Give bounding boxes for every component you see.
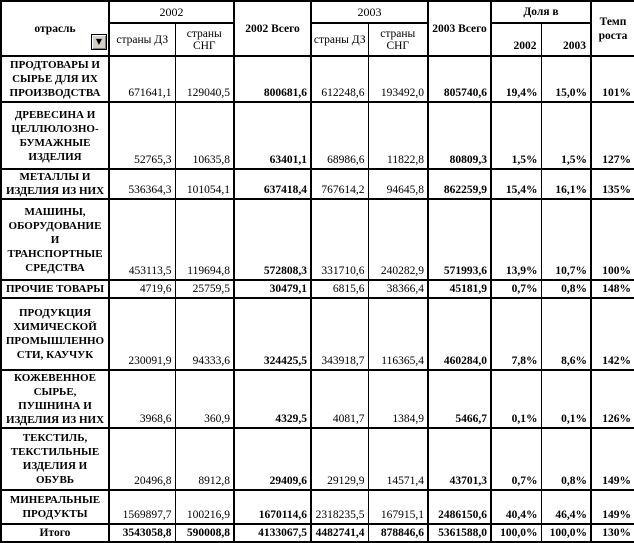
cell-dz-2002: 52765,3 <box>109 102 175 169</box>
table-row-machinery <box>1 199 634 280</box>
cell-dz-2003: 4081,7 <box>311 370 368 428</box>
cell-dz-2003: 2318235,5 <box>311 490 368 524</box>
cell-sng-2003: 167915,1 <box>368 490 428 524</box>
table-row-mineral-products <box>1 490 634 524</box>
cell-share-2003: 16,1% <box>541 169 591 199</box>
cell-share-2002: 0,7% <box>491 428 541 490</box>
cell-dz-2002: 230091,9 <box>109 298 175 370</box>
cell-total-2002: 800681,6 <box>234 56 311 102</box>
cell-total-2003: 5361588,0 <box>428 524 491 542</box>
row-label: МЕТАЛЛЫ И ИЗДЕЛИЯ ИЗ НИХ <box>1 169 109 199</box>
table-row-metals <box>1 169 634 199</box>
cell-sng-2003: 193492,0 <box>368 56 428 102</box>
cell-dz-2002: 3968,6 <box>109 370 175 428</box>
row-label: ТЕКСТИЛЬ, ТЕКСТИЛЬНЫЕ ИЗДЕЛИЯ И ОБУВЬ <box>1 428 109 490</box>
cell-total-2003: 43701,3 <box>428 428 491 490</box>
cell-dz-2002: 536364,3 <box>109 169 175 199</box>
cell-share-2002: 19,4% <box>491 56 541 102</box>
chevron-down-icon: ▼ <box>95 37 103 46</box>
cell-sng-2003: 14571,4 <box>368 428 428 490</box>
cell-dz-2003: 612248,6 <box>311 56 368 102</box>
cell-total-2003: 2486150,6 <box>428 490 491 524</box>
share-2002-header: 2002 <box>491 23 541 56</box>
countries-dz-2003-header: страны ДЗ <box>311 23 368 56</box>
countries-sng-2003-header: страны СНГ <box>368 23 428 56</box>
cell-sng-2002: 360,9 <box>175 370 234 428</box>
row-label: ПРОДУКЦИЯ ХИМИЧЕСКОЙ ПРОМЫШЛЕННОСТИ, КАУЧУК <box>1 298 109 370</box>
cell-total-2002: 1670114,6 <box>234 490 311 524</box>
cell-total-2003: 45181,9 <box>428 280 491 298</box>
cell-share-2002: 7,8% <box>491 298 541 370</box>
row-label: МАШИНЫ, ОБОРУДОВАНИЕ И ТРАНСПОРТНЫЕ СРЕДСТВА <box>1 199 109 280</box>
countries-sng-2002-header: страны СНГ <box>175 23 234 56</box>
cell-total-2002: 4133067,5 <box>234 524 311 542</box>
cell-share-2002: 13,9% <box>491 199 541 280</box>
cell-growth: 149% <box>591 428 634 490</box>
cell-sng-2002: 25759,5 <box>175 280 234 298</box>
cell-total-2003: 5466,7 <box>428 370 491 428</box>
cell-sng-2003: 116365,4 <box>368 298 428 370</box>
cell-sng-2002: 8912,8 <box>175 428 234 490</box>
cell-sng-2002: 94333,6 <box>175 298 234 370</box>
cell-sng-2003: 94645,8 <box>368 169 428 199</box>
cell-growth: 149% <box>591 490 634 524</box>
growth-rate-column-header: Темп роста <box>591 1 634 56</box>
table-row-foodstuffs <box>1 56 634 102</box>
table-row-chemical <box>1 298 634 370</box>
table-row-leather-fur <box>1 370 634 428</box>
row-label: ПРОЧИЕ ТОВАРЫ <box>1 280 109 298</box>
cell-dz-2002: 453113,5 <box>109 199 175 280</box>
cell-total-2003: 460284,0 <box>428 298 491 370</box>
cell-share-2002: 0,1% <box>491 370 541 428</box>
cell-total-2003: 862259,9 <box>428 169 491 199</box>
cell-sng-2003: 11822,8 <box>368 102 428 169</box>
cell-share-2003: 1,5% <box>541 102 591 169</box>
cell-sng-2002: 100216,9 <box>175 490 234 524</box>
year-2002-group-header: 2002 <box>109 1 234 23</box>
cell-growth: 100% <box>591 199 634 280</box>
countries-dz-2002-header: страны ДЗ <box>109 23 175 56</box>
cell-total-2003: 805740,6 <box>428 56 491 102</box>
cell-total-2002: 4329,5 <box>234 370 311 428</box>
cell-dz-2002: 1569897,7 <box>109 490 175 524</box>
cell-total-2002: 324425,5 <box>234 298 311 370</box>
cell-growth: 101% <box>591 56 634 102</box>
total-2003-column-header: 2003 Всего <box>428 1 491 56</box>
total-2002-column-header: 2002 Всего <box>234 1 311 56</box>
table-row-total <box>1 524 634 542</box>
cell-dz-2003: 6815,6 <box>311 280 368 298</box>
row-label: ПРОДТОВАРЫ И СЫРЬЕ ДЛЯ ИХ ПРОИЗВОДСТВА <box>1 56 109 102</box>
cell-dz-2003: 331710,6 <box>311 199 368 280</box>
row-label: ДРЕВЕСИНА И ЦЕЛЛЮЛОЗНО-БУМАЖНЫЕ ИЗДЕЛИЯ <box>1 102 109 169</box>
cell-sng-2002: 119694,8 <box>175 199 234 280</box>
cell-total-2003: 80809,3 <box>428 102 491 169</box>
cell-dz-2003: 343918,7 <box>311 298 368 370</box>
cell-share-2002: 1,5% <box>491 102 541 169</box>
cell-share-2003: 15,0% <box>541 56 591 102</box>
share-2003-header: 2003 <box>541 23 591 56</box>
cell-dz-2003: 767614,2 <box>311 169 368 199</box>
cell-sng-2002: 101054,1 <box>175 169 234 199</box>
industry-column-label: отрасль <box>34 22 76 35</box>
total-row-label: Итого <box>1 524 109 542</box>
cell-growth: 135% <box>591 169 634 199</box>
cell-total-2002: 572808,3 <box>234 199 311 280</box>
cell-total-2002: 30479,1 <box>234 280 311 298</box>
cell-sng-2003: 38366,4 <box>368 280 428 298</box>
cell-total-2002: 63401,1 <box>234 102 311 169</box>
cell-growth: 127% <box>591 102 634 169</box>
cell-share-2003: 0,1% <box>541 370 591 428</box>
cell-dz-2002: 20496,8 <box>109 428 175 490</box>
cell-sng-2002: 590008,8 <box>175 524 234 542</box>
year-2003-group-header: 2003 <box>311 1 428 23</box>
cell-total-2003: 571993,6 <box>428 199 491 280</box>
cell-dz-2003: 68986,6 <box>311 102 368 169</box>
cell-total-2002: 29409,6 <box>234 428 311 490</box>
header-row-1 <box>1 1 634 23</box>
cell-share-2003: 8,6% <box>541 298 591 370</box>
cell-sng-2003: 1384,9 <box>368 370 428 428</box>
cell-dz-2003: 29129,9 <box>311 428 368 490</box>
cell-sng-2003: 240282,9 <box>368 199 428 280</box>
cell-sng-2002: 129040,5 <box>175 56 234 102</box>
row-label: КОЖЕВЕННОЕ СЫРЬЕ, ПУШНИНА И ИЗДЕЛИЯ ИЗ НИХ <box>1 370 109 428</box>
cell-share-2003: 10,7% <box>541 199 591 280</box>
cell-growth: 130% <box>591 524 634 542</box>
cell-dz-2002: 4719,6 <box>109 280 175 298</box>
cell-share-2003: 0,8% <box>541 428 591 490</box>
share-group-header: Доля в <box>491 1 591 23</box>
table-row-textiles <box>1 428 634 490</box>
cell-share-2003: 46,4% <box>541 490 591 524</box>
cell-share-2002: 40,4% <box>491 490 541 524</box>
cell-total-2002: 637418,4 <box>234 169 311 199</box>
cell-growth: 148% <box>591 280 634 298</box>
cell-growth: 142% <box>591 298 634 370</box>
cell-share-2002: 0,7% <box>491 280 541 298</box>
cell-share-2003: 100,0% <box>541 524 591 542</box>
cell-growth: 126% <box>591 370 634 428</box>
cell-sng-2003: 878846,6 <box>368 524 428 542</box>
table-row-other-goods <box>1 280 634 298</box>
row-label: МИНЕРАЛЬНЫЕ ПРОДУКТЫ <box>1 490 109 524</box>
cell-share-2002: 15,4% <box>491 169 541 199</box>
cell-share-2003: 0,8% <box>541 280 591 298</box>
cell-dz-2003: 4482741,4 <box>311 524 368 542</box>
table-row-wood-paper <box>1 102 634 169</box>
industry-column-header <box>1 1 109 56</box>
cell-sng-2002: 10635,8 <box>175 102 234 169</box>
cell-share-2002: 100,0% <box>491 524 541 542</box>
autofilter-dropdown-button[interactable] <box>91 34 107 50</box>
cell-dz-2002: 3543058,8 <box>109 524 175 542</box>
cell-dz-2002: 671641,1 <box>109 56 175 102</box>
